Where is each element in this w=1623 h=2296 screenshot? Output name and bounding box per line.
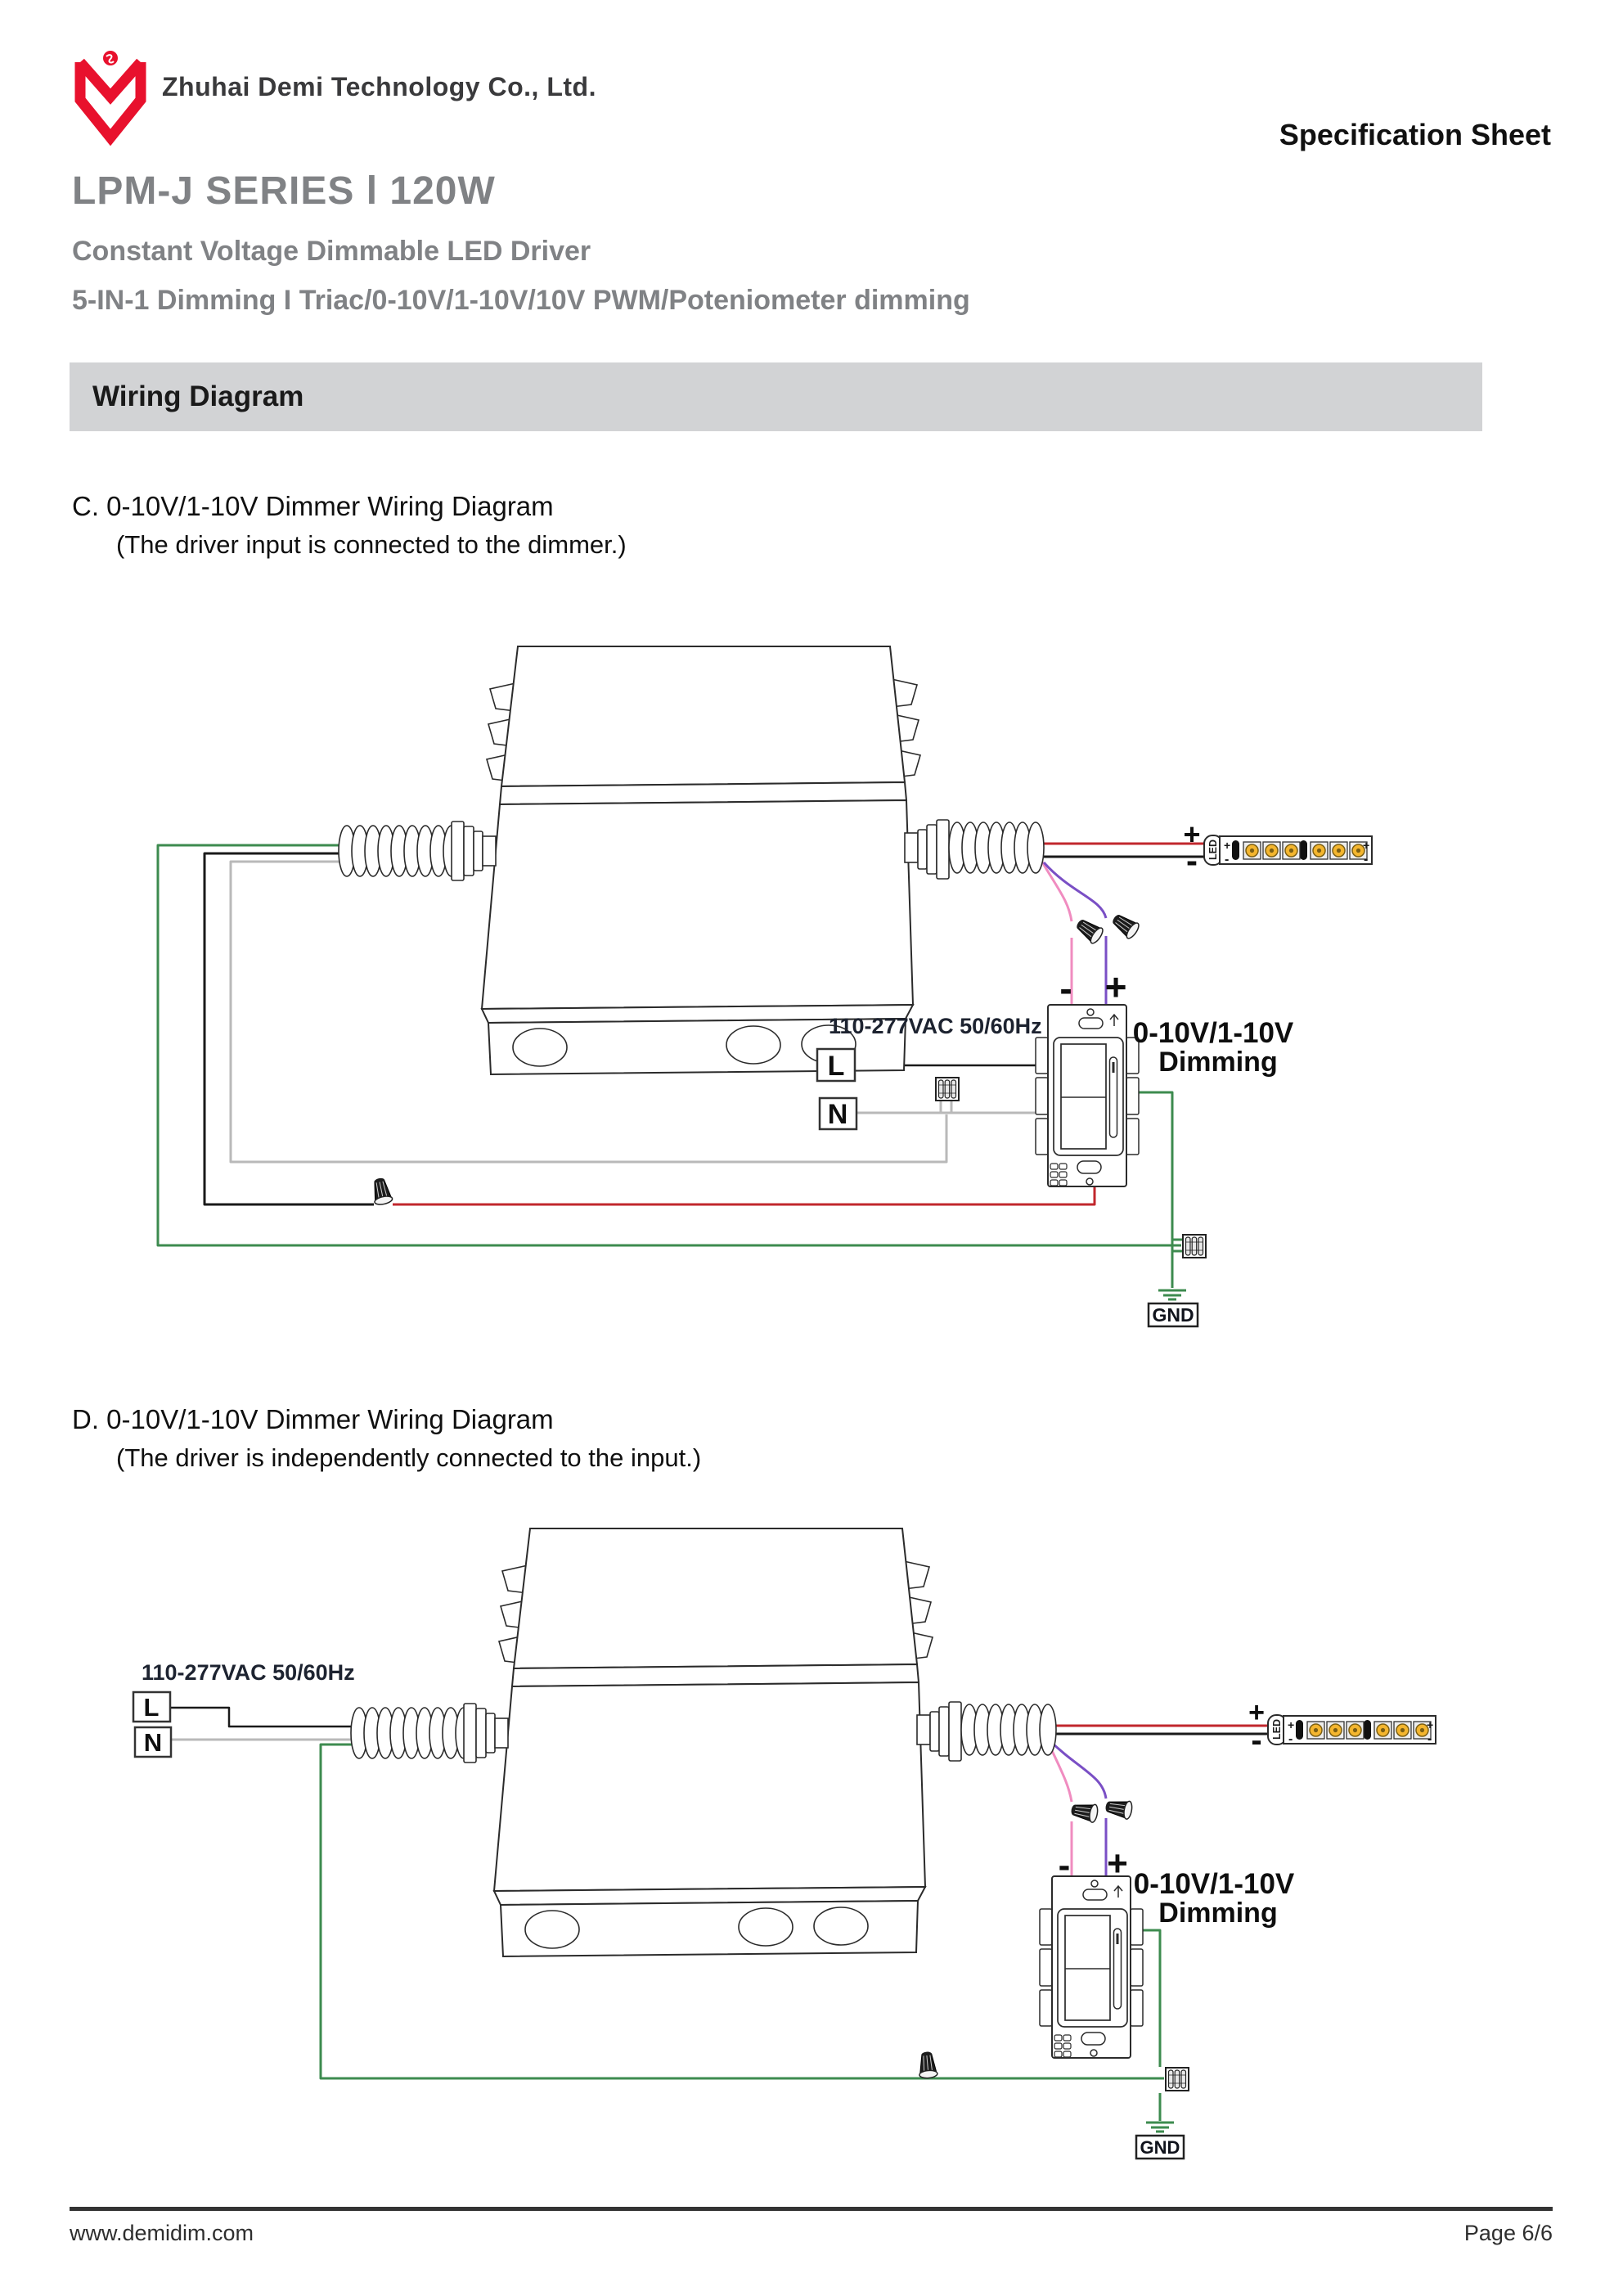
led-driver-d bbox=[351, 1528, 1056, 1956]
diagram-d-heading: D. 0-10V/1-10V Dimmer Wiring Diagram bbox=[72, 1404, 554, 1434]
led-strip-c bbox=[1204, 835, 1372, 867]
dimmer-c bbox=[1036, 1005, 1139, 1186]
strip-plus-label-c: + bbox=[1183, 817, 1201, 851]
ground-symbol-d bbox=[1136, 2123, 1184, 2159]
section-banner bbox=[70, 362, 1482, 431]
dim-plus-label-c: + bbox=[1104, 966, 1127, 1008]
dimmer-d bbox=[1040, 1876, 1143, 2058]
diagram-c-heading: C. 0-10V/1-10V Dimmer Wiring Diagram bbox=[72, 491, 554, 521]
dim-minus-label-c: - bbox=[1059, 967, 1072, 1010]
ac-voltage-label-c: 110-277VAC 50/60Hz bbox=[829, 1014, 1042, 1038]
company-name: Zhuhai Demi Technology Co., Ltd. bbox=[162, 72, 596, 101]
neutral-terminal-c bbox=[820, 1098, 856, 1130]
wiring-diagram-c bbox=[0, 573, 1623, 1391]
footer-divider bbox=[70, 2207, 1553, 2211]
ground-symbol-c bbox=[1149, 1290, 1198, 1326]
wire-nut-c3 bbox=[1109, 911, 1141, 940]
live-terminal-c bbox=[817, 1049, 855, 1082]
wire-nut-c1 bbox=[370, 1177, 393, 1206]
input-terminal-block-c bbox=[936, 1078, 959, 1101]
wire-nut-d1 bbox=[918, 2051, 938, 2079]
footer-website: www.demidim.com bbox=[70, 2221, 254, 2245]
ground-terminal-block-c bbox=[1183, 1235, 1206, 1258]
section-banner-label: Wiring Diagram bbox=[92, 380, 304, 412]
gnd-label: GND bbox=[1140, 2137, 1180, 2158]
diagram-c-subheading: (The driver input is connected to the dimmer.) bbox=[116, 530, 627, 559]
neutral-terminal-d bbox=[135, 1727, 171, 1757]
svg-text:N: N bbox=[827, 1099, 848, 1130]
led-strip-d bbox=[1268, 1715, 1436, 1746]
footer-page-number: Page 6/6 bbox=[1463, 2221, 1553, 2245]
live-terminal-d bbox=[133, 1692, 170, 1722]
ac-voltage-label-d: 110-277VAC 50/60Hz bbox=[142, 1660, 355, 1685]
wire-nut-d2 bbox=[1070, 1801, 1099, 1823]
svg-text:L: L bbox=[143, 1693, 160, 1722]
dimming-label-2-d: Dimming bbox=[1158, 1898, 1278, 1929]
wire-nut-d3 bbox=[1104, 1798, 1133, 1820]
subtitle-dimming: 5-IN-1 Dimming I Triac/0-10V/1-10V/10V PWM/Poteniometer dimming bbox=[72, 285, 970, 316]
doc-type-title: Specification Sheet bbox=[1279, 118, 1551, 151]
dimming-label-1-d: 0-10V/1-10V bbox=[1133, 1868, 1295, 1900]
dim-minus-label-d: - bbox=[1058, 1845, 1071, 1885]
strip-minus-label-d: - bbox=[1251, 1722, 1262, 1758]
company-logo bbox=[70, 49, 151, 146]
series-title: LPM-J SERIES l 120W bbox=[72, 169, 496, 213]
led-driver-c bbox=[339, 646, 1044, 1074]
wire-nut-c2 bbox=[1073, 916, 1105, 945]
dim-plus-label-d: + bbox=[1107, 1844, 1128, 1884]
svg-text:L: L bbox=[827, 1051, 845, 1082]
gnd-label: GND bbox=[1152, 1304, 1194, 1326]
dimming-label-1-c: 0-10V/1-10V bbox=[1132, 1017, 1294, 1049]
ground-terminal-block-d bbox=[1166, 2068, 1189, 2091]
live-wire-d bbox=[169, 1708, 357, 1727]
dimming-label-2-c: Dimming bbox=[1158, 1047, 1278, 1078]
subtitle-driver: Constant Voltage Dimmable LED Driver bbox=[72, 236, 591, 267]
diagram-d-subheading: (The driver is independently connected to the input.) bbox=[116, 1443, 702, 1472]
strip-plus-label-d: + bbox=[1248, 1697, 1265, 1728]
strip-minus-label-c: - bbox=[1186, 841, 1198, 880]
wiring-diagram-d bbox=[0, 1506, 1623, 2226]
svg-text:N: N bbox=[143, 1728, 163, 1757]
